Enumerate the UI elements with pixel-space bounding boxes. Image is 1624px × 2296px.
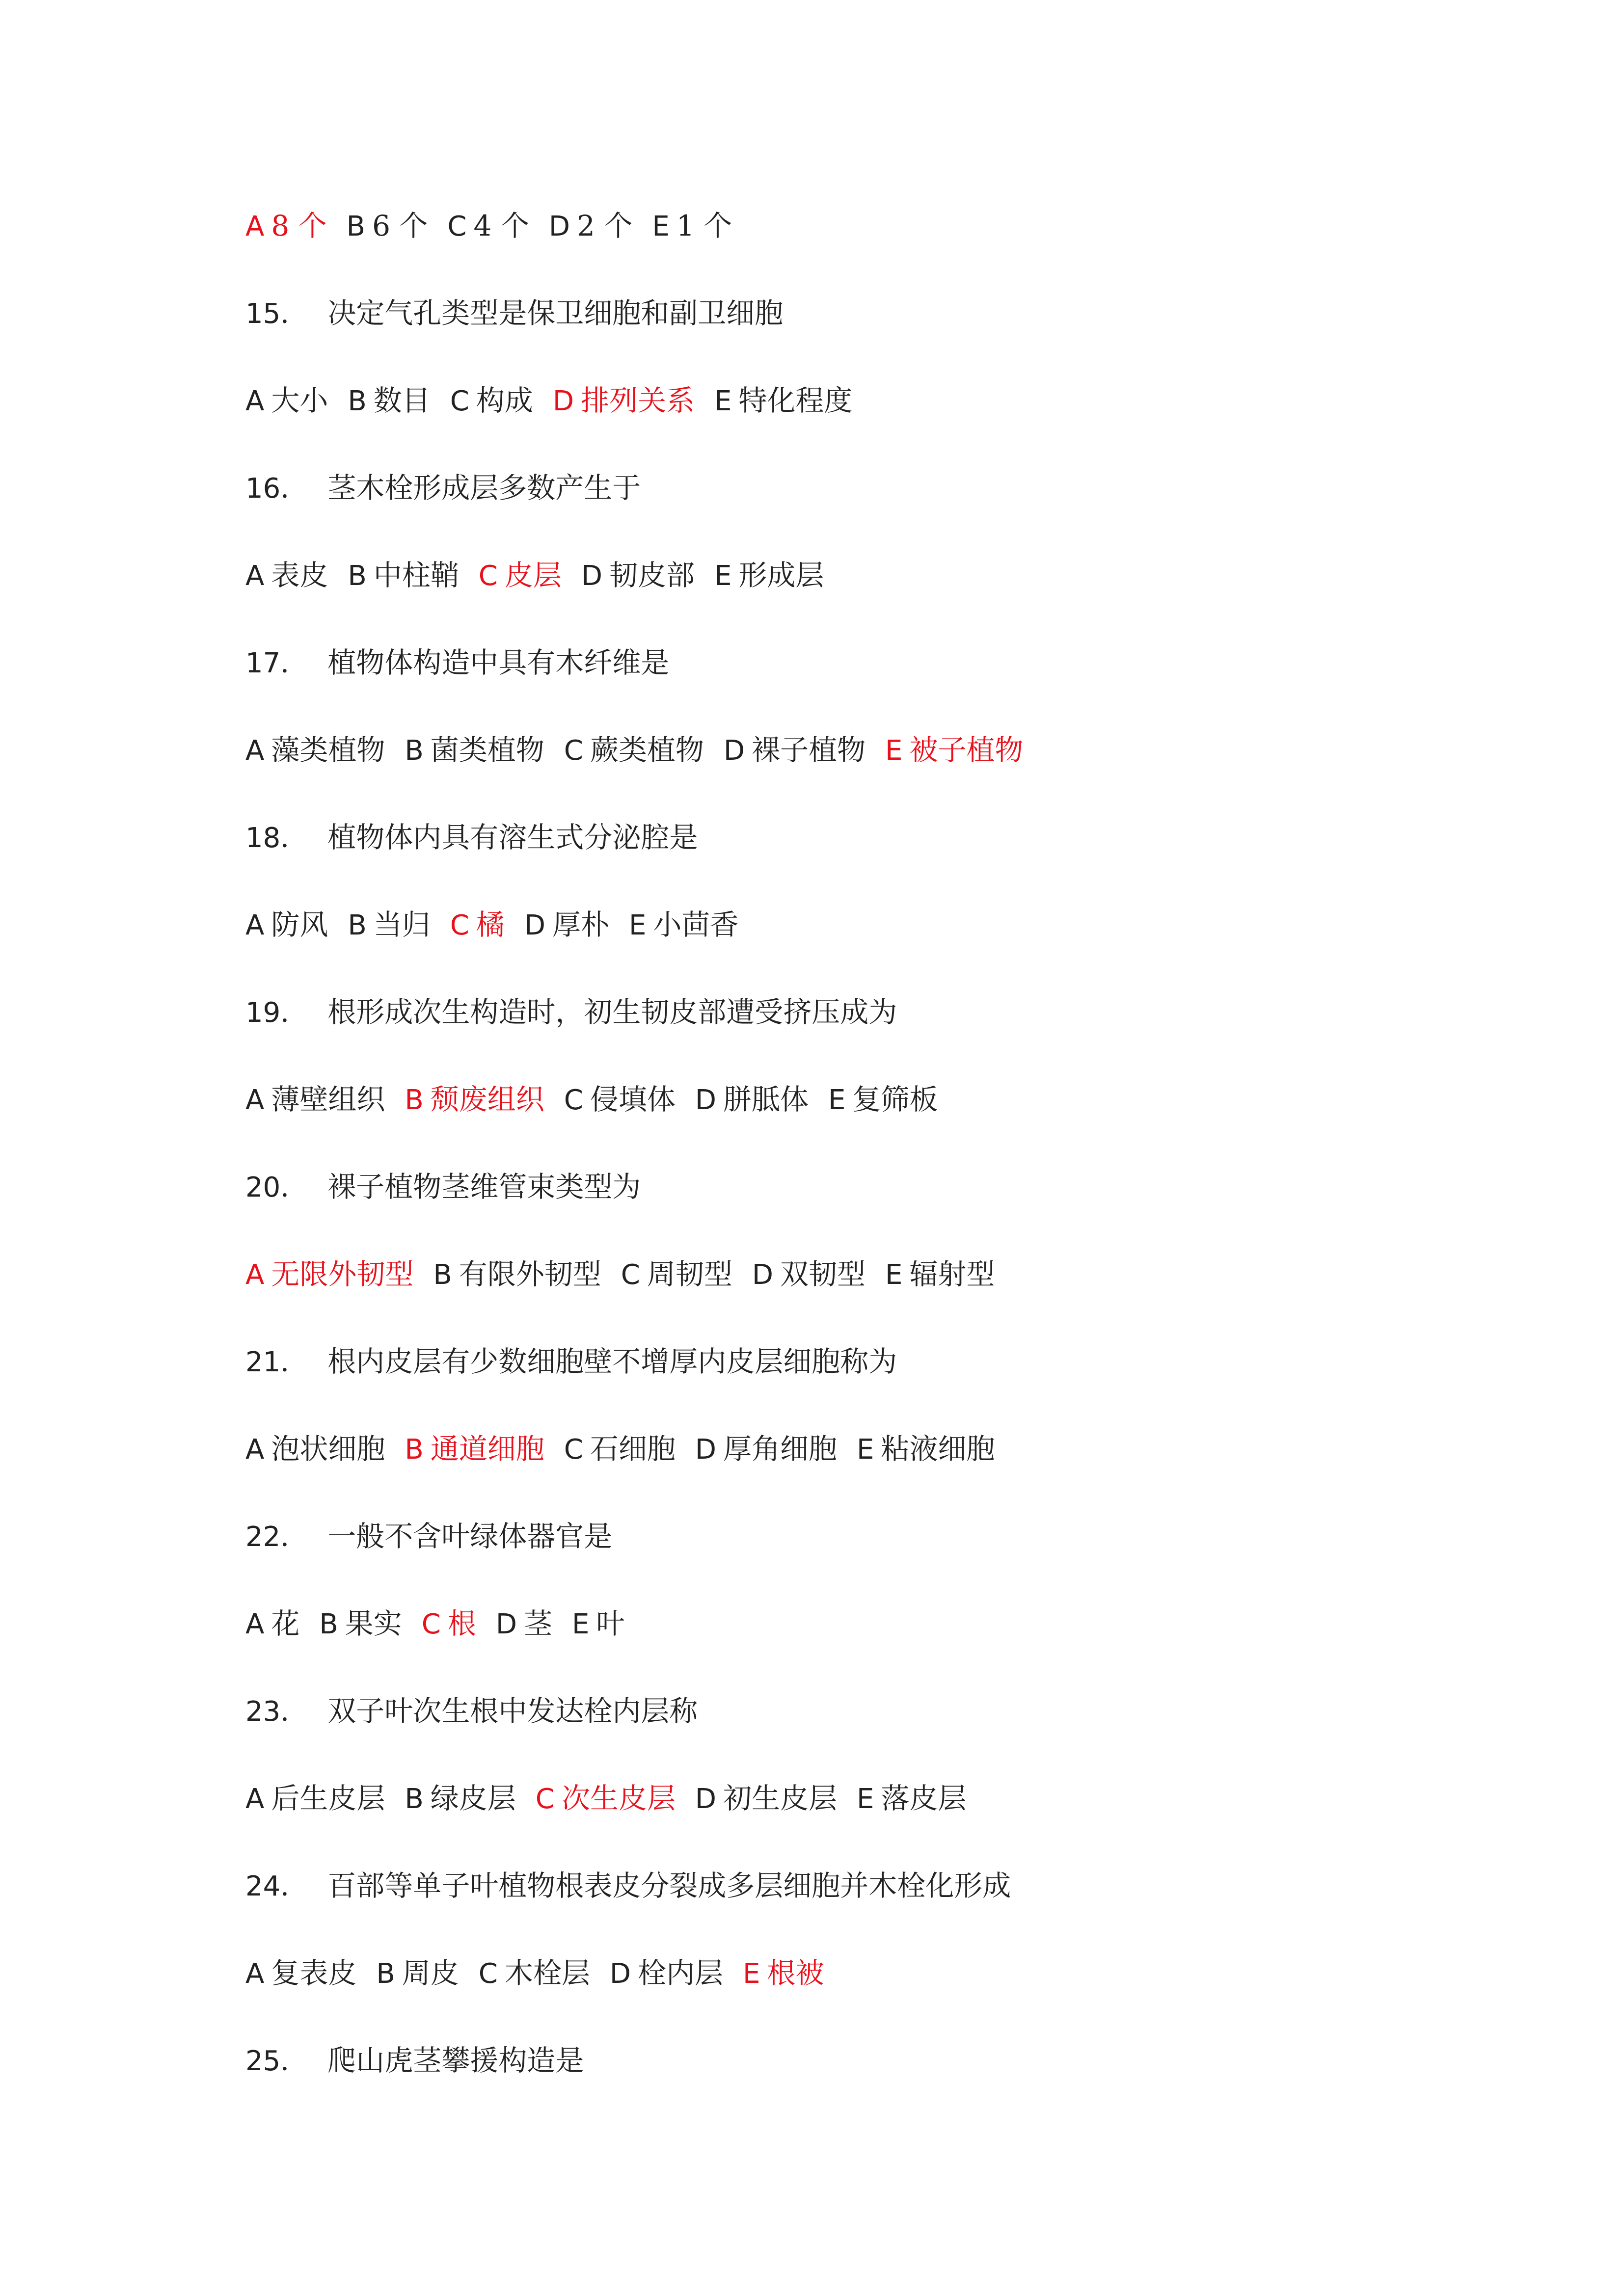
answer-option <box>245 1424 385 1474</box>
answer-option <box>245 725 385 775</box>
option-text: 泡状细胞 <box>271 1432 385 1466</box>
answer-option <box>564 1424 676 1474</box>
question-line <box>245 463 1424 551</box>
answer-option-correct <box>422 1599 476 1649</box>
question-line <box>245 2036 1424 2123</box>
option-text: 胼胝体 <box>723 1083 809 1116</box>
option-letter: D <box>723 735 745 767</box>
option-text: 无限外韧型 <box>271 1257 414 1291</box>
option-text: 裸子植物 <box>752 733 866 767</box>
option-text: 落皮层 <box>881 1782 967 1815</box>
option-letter: C <box>450 385 469 417</box>
option-text: 小茴香 <box>653 908 739 941</box>
question-text: 决定气孔类型是保卫细胞和副卫细胞 <box>327 296 784 330</box>
option-letter: B <box>346 211 366 242</box>
option-letter: E <box>572 1608 590 1640</box>
options-line <box>245 1075 1424 1162</box>
option-letter: A <box>245 1434 265 1466</box>
answer-option <box>549 201 632 251</box>
question-text: 一般不含叶绿体器官是 <box>327 1520 613 1553</box>
option-letter: C <box>564 735 583 767</box>
question-text: 爬山虎茎攀援构造是 <box>327 2044 584 2077</box>
answer-option <box>695 1424 837 1474</box>
answer-option <box>695 1075 809 1125</box>
answer-option <box>245 551 328 601</box>
option-letter: C <box>478 1958 498 1990</box>
option-letter: B <box>319 1608 338 1640</box>
option-text: 菌类植物 <box>430 733 544 767</box>
answer-option <box>405 1774 515 1824</box>
question-text: 茎木栓形成层多数产生于 <box>327 471 641 505</box>
option-text: 橘 <box>476 908 505 941</box>
option-letter: C <box>535 1783 555 1815</box>
option-text: 特化程度 <box>738 384 853 417</box>
option-letter: E <box>743 1958 760 1990</box>
option-letter: B <box>405 1084 424 1116</box>
option-text: 茎 <box>524 1607 553 1640</box>
answer-option-correct <box>245 1250 413 1300</box>
option-text: 木栓层 <box>504 1956 590 1990</box>
option-letter: D <box>495 1608 517 1640</box>
answer-option <box>828 1075 938 1125</box>
option-letter: A <box>245 1608 265 1640</box>
answer-option <box>450 376 533 426</box>
option-letter: D <box>524 909 546 941</box>
answer-option <box>376 1949 459 1999</box>
option-text: 6 个 <box>372 209 428 242</box>
option-letter: C <box>447 211 467 242</box>
answer-option-correct <box>885 725 1023 775</box>
option-text: 表皮 <box>271 559 328 592</box>
option-letter: E <box>714 560 732 592</box>
option-letter: E <box>857 1783 874 1815</box>
option-letter: D <box>695 1084 717 1116</box>
option-text: 石细胞 <box>590 1432 676 1466</box>
answer-option-correct <box>479 551 562 601</box>
option-letter: A <box>245 909 265 941</box>
option-text: 厚角细胞 <box>723 1432 838 1466</box>
question-number: 15． <box>245 298 308 330</box>
option-letter: E <box>857 1434 874 1466</box>
question-number: 23． <box>245 1696 308 1728</box>
answer-option <box>245 376 328 426</box>
option-text: 数目 <box>373 384 431 417</box>
question-line <box>245 1861 1424 1949</box>
question-number: 17． <box>245 647 308 679</box>
option-text: 周皮 <box>402 1956 459 1990</box>
option-text: 花 <box>271 1607 300 1640</box>
answer-option <box>652 201 732 251</box>
option-text: 复筛板 <box>852 1083 938 1116</box>
option-letter: E <box>629 909 647 941</box>
answer-option-correct <box>743 1949 824 1999</box>
option-text: 双韧型 <box>780 1257 866 1291</box>
question-line <box>245 289 1424 376</box>
option-text: 8 个 <box>271 209 327 242</box>
option-text: 薄壁组织 <box>271 1083 385 1116</box>
answer-option-correct <box>450 900 505 950</box>
answer-option <box>524 900 609 950</box>
option-letter: A <box>245 1783 265 1815</box>
question-text: 植物体构造中具有木纤维是 <box>327 646 670 679</box>
answer-option <box>714 376 852 426</box>
option-letter: B <box>405 1783 424 1815</box>
options-line <box>245 1424 1424 1512</box>
answer-option <box>714 551 824 601</box>
option-text: 粘液细胞 <box>881 1432 995 1466</box>
answer-option <box>564 725 704 775</box>
option-letter: B <box>376 1958 395 1990</box>
option-letter: C <box>621 1259 640 1291</box>
option-letter: A <box>245 385 265 417</box>
answer-option <box>245 900 328 950</box>
option-letter: E <box>828 1084 846 1116</box>
option-letter: D <box>581 560 603 592</box>
question-text: 裸子植物茎维管束类型为 <box>327 1170 641 1203</box>
option-text: 绿皮层 <box>430 1782 516 1815</box>
option-letter: C <box>478 560 498 592</box>
option-text: 后生皮层 <box>271 1782 385 1815</box>
options-line <box>245 1599 1424 1686</box>
question-line <box>245 988 1424 1075</box>
question-text: 双子叶次生根中发达栓内层称 <box>327 1694 698 1728</box>
question-number: 24． <box>245 1870 308 1902</box>
option-text: 1 个 <box>676 209 732 242</box>
option-text: 栓内层 <box>638 1956 724 1990</box>
answer-option <box>245 1075 385 1125</box>
option-text: 通道细胞 <box>430 1432 544 1466</box>
option-letter: D <box>548 211 570 242</box>
option-text: 厚朴 <box>552 908 610 941</box>
options-line <box>245 1250 1424 1337</box>
answer-option <box>621 1250 732 1300</box>
question-number: 20． <box>245 1172 308 1203</box>
option-text: 形成层 <box>738 559 824 592</box>
option-letter: E <box>652 211 670 242</box>
option-letter: D <box>695 1783 717 1815</box>
option-letter: D <box>695 1434 717 1466</box>
option-text: 蕨类植物 <box>590 733 704 767</box>
option-letter: B <box>348 560 367 592</box>
answer-option <box>433 1250 601 1300</box>
answer-option <box>885 1250 995 1300</box>
options-line <box>245 551 1424 638</box>
answer-option <box>610 1949 723 1999</box>
answer-option <box>857 1424 995 1474</box>
option-text: 韧皮部 <box>609 559 695 592</box>
question-line <box>245 638 1424 725</box>
answer-option-correct <box>553 376 695 426</box>
option-text: 大小 <box>271 384 328 417</box>
question-number: 18． <box>245 822 308 854</box>
question-number: 25． <box>245 2045 308 2077</box>
question-text: 百部等单子叶植物根表皮分裂成多层细胞并木栓化形成 <box>327 1869 1011 1902</box>
option-text: 周韧型 <box>647 1257 732 1291</box>
options-line <box>245 900 1424 988</box>
answer-option <box>348 551 459 601</box>
option-letter: E <box>885 735 903 767</box>
option-letter: C <box>421 1608 441 1640</box>
question-text: 植物体内具有溶生式分泌腔是 <box>327 821 698 854</box>
option-text: 果实 <box>345 1607 402 1640</box>
option-letter: E <box>714 385 732 417</box>
option-letter: D <box>552 385 574 417</box>
answer-option <box>724 725 866 775</box>
option-text: 排列关系 <box>581 384 695 417</box>
answer-option <box>564 1075 676 1125</box>
option-text: 2 个 <box>577 209 633 242</box>
option-letter: B <box>433 1259 452 1291</box>
option-text: 侵填体 <box>590 1083 676 1116</box>
option-text: 复表皮 <box>271 1956 357 1990</box>
option-letter: C <box>564 1434 583 1466</box>
options-line <box>245 376 1424 463</box>
option-text: 次生皮层 <box>561 1782 676 1815</box>
document-page <box>245 201 1424 2123</box>
option-letter: A <box>245 1958 265 1990</box>
answer-option <box>479 1949 590 1999</box>
option-text: 叶 <box>596 1607 625 1640</box>
options-line <box>245 1774 1424 1861</box>
answer-option <box>319 1599 402 1649</box>
option-text: 根被 <box>767 1956 824 1990</box>
option-text: 皮层 <box>504 559 562 592</box>
answer-option <box>629 900 738 950</box>
answer-option <box>752 1250 866 1300</box>
answer-option <box>245 1949 356 1999</box>
question-number: 19． <box>245 997 308 1029</box>
option-letter: A <box>245 211 265 242</box>
options-line <box>245 1949 1424 2036</box>
answer-option <box>245 1599 299 1649</box>
answer-option <box>572 1599 624 1649</box>
answer-option <box>581 551 695 601</box>
answer-option-correct <box>536 1774 676 1824</box>
option-text: 藻类植物 <box>271 733 385 767</box>
option-text: 防风 <box>271 908 328 941</box>
answer-option <box>857 1774 966 1824</box>
option-letter: C <box>450 909 469 941</box>
option-letter: E <box>885 1259 903 1291</box>
option-letter: A <box>245 1259 265 1291</box>
option-text: 辐射型 <box>909 1257 995 1291</box>
option-letter: A <box>245 1084 265 1116</box>
option-letter: B <box>405 735 424 767</box>
option-letter: B <box>348 909 367 941</box>
question-number: 21． <box>245 1346 308 1378</box>
option-letter: C <box>564 1084 583 1116</box>
option-text: 当归 <box>373 908 431 941</box>
question-number: 16． <box>245 473 308 505</box>
option-letter: A <box>245 735 265 767</box>
answer-option <box>348 376 430 426</box>
option-letter: B <box>348 385 367 417</box>
answer-option <box>348 900 430 950</box>
option-text: 4 个 <box>473 209 529 242</box>
answer-option-correct <box>245 201 327 251</box>
answer-option-correct <box>405 1424 544 1474</box>
option-letter: B <box>405 1434 424 1466</box>
option-letter: D <box>609 1958 631 1990</box>
answer-option <box>405 725 544 775</box>
option-text: 有限外韧型 <box>459 1257 601 1291</box>
option-text: 被子植物 <box>909 733 1024 767</box>
option-letter: D <box>752 1259 774 1291</box>
answer-option <box>347 201 428 251</box>
question-text: 根形成次生构造时，初生韧皮部遭受挤压成为 <box>327 995 897 1029</box>
option-text: 中柱鞘 <box>373 559 459 592</box>
answer-option-correct <box>405 1075 544 1125</box>
answer-option <box>245 1774 385 1824</box>
question-line <box>245 813 1424 900</box>
question-line <box>245 1337 1424 1424</box>
question-line <box>245 1162 1424 1250</box>
options-line <box>245 201 1424 289</box>
option-letter: A <box>245 560 265 592</box>
question-line <box>245 1512 1424 1599</box>
question-number: 22． <box>245 1521 308 1553</box>
question-line <box>245 1686 1424 1774</box>
option-text: 初生皮层 <box>723 1782 838 1815</box>
option-text: 颓废组织 <box>430 1083 544 1116</box>
option-text: 构成 <box>476 384 533 417</box>
answer-option <box>695 1774 837 1824</box>
answer-option <box>496 1599 552 1649</box>
question-text: 根内皮层有少数细胞壁不增厚内皮层细胞称为 <box>327 1345 897 1378</box>
answer-option <box>447 201 529 251</box>
options-line <box>245 725 1424 813</box>
option-text: 根 <box>447 1607 476 1640</box>
